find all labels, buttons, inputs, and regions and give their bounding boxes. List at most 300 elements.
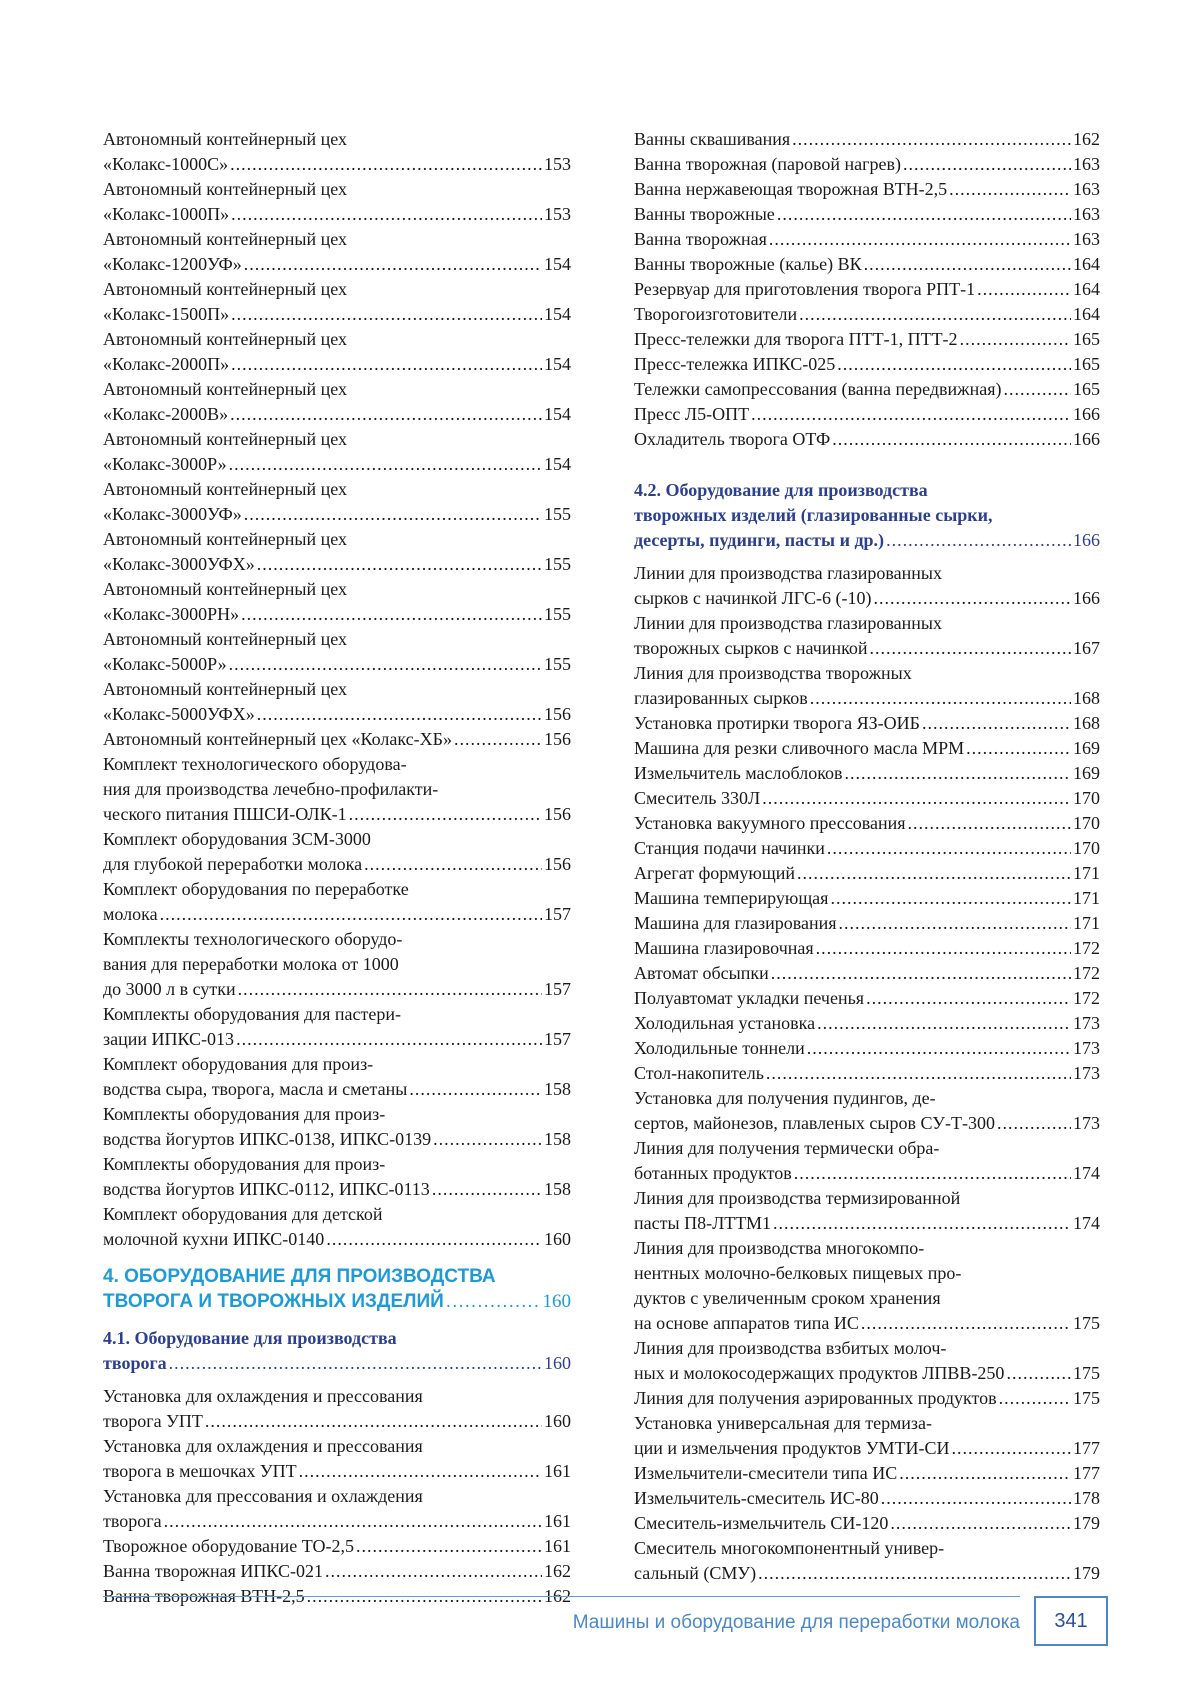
toc-entry — [103, 177, 571, 227]
toc-page-number: 175 — [1073, 1388, 1100, 1408]
toc-entry — [634, 761, 1100, 786]
dot-leader — [364, 852, 542, 877]
toc-entry — [103, 1559, 571, 1584]
toc-page-number: 160 — [544, 1411, 571, 1431]
toc-entry — [103, 527, 571, 577]
toc-entry — [634, 1386, 1100, 1411]
dot-leader — [870, 636, 1071, 661]
toc-page-number: 175 — [1073, 1363, 1100, 1383]
toc-entry — [634, 1536, 1100, 1586]
toc-entry — [103, 927, 571, 1002]
toc-entry-text: Автономный контейнерный цех — [103, 229, 348, 249]
toc-entry-text: для глубокой переработки молока — [103, 854, 363, 874]
dot-leader — [777, 202, 1071, 227]
dot-leader — [257, 552, 542, 577]
toc-entry-text: зации ИПКС-013 — [103, 1029, 235, 1049]
toc-entry — [634, 327, 1100, 352]
toc-entry — [103, 877, 571, 927]
toc-page-number: 173 — [1073, 1038, 1100, 1058]
toc-entry-text: сальный (СМУ) — [634, 1563, 757, 1583]
toc-entry-text: Установка для прессования и охлаждения — [103, 1486, 423, 1506]
toc-page-number: 160 — [544, 1229, 571, 1249]
dot-leader — [751, 402, 1071, 427]
toc-entry — [634, 1011, 1100, 1036]
dot-leader — [966, 736, 1071, 761]
toc-entry-text: Комплект оборудования для произ- — [103, 1054, 374, 1074]
toc-entry — [634, 1486, 1100, 1511]
footer-title: Машины и оборудование для переработки молока — [572, 1612, 1020, 1633]
toc-page-number: 168 — [1073, 713, 1100, 733]
toc-entry-text: Установка универсальная для термиза- — [634, 1413, 932, 1433]
toc-page-number: 175 — [1073, 1313, 1100, 1333]
toc-entry-text: Творожное оборудование ТО-2,5 — [103, 1536, 355, 1556]
toc-page-number: 161 — [544, 1511, 571, 1531]
dot-leader — [205, 1409, 542, 1434]
toc-entry-text: Смеситель-измельчитель СИ-120 — [634, 1513, 889, 1533]
dot-leader — [817, 1011, 1071, 1036]
toc-entry — [634, 786, 1100, 811]
toc-entry-text: вания для переработки молока от 1000 — [103, 954, 399, 974]
toc-page-number: 164 — [1073, 304, 1100, 324]
dot-leader — [771, 961, 1071, 986]
toc-entry — [103, 1534, 571, 1559]
toc-entry-text: «Колакс-5000УФХ» — [103, 704, 255, 724]
dot-leader — [997, 1111, 1071, 1136]
dot-leader — [244, 252, 542, 277]
toc-entry-text: Комплекты оборудования для произ- — [103, 1154, 386, 1174]
toc-entry-text: Комплект оборудования для детской — [103, 1204, 383, 1224]
dot-leader — [866, 986, 1071, 1011]
toc-entry-text: глазированных сырков — [634, 688, 808, 708]
dot-leader — [903, 152, 1071, 177]
toc-entry — [103, 1202, 571, 1252]
dot-leader — [454, 727, 542, 752]
toc-entry-text: на основе аппаратов типа ИС — [634, 1313, 859, 1333]
dot-leader — [169, 1351, 542, 1376]
toc-page-number: 177 — [1073, 1438, 1100, 1458]
toc-page-number: 167 — [1073, 638, 1100, 658]
toc-entry-text: Машина глазировочная — [634, 938, 814, 958]
toc-entry-text: Комплект оборудования ЗСМ-3000 — [103, 829, 371, 849]
toc-entry — [634, 427, 1100, 452]
toc-entry-text: Автономный контейнерный цех — [103, 279, 348, 299]
toc-entry-text: молочной кухни ИПКС-0140 — [103, 1229, 325, 1249]
toc-entry — [634, 736, 1100, 761]
dot-leader — [899, 1461, 1071, 1486]
toc-entry — [103, 677, 571, 727]
toc-page-number: 166 — [1073, 530, 1100, 550]
toc-entry — [634, 1511, 1100, 1536]
toc-entry-text: Автомат обсыпки — [634, 963, 769, 983]
toc-page-number: 169 — [1073, 763, 1100, 783]
toc-entry-text: Машина темперирующая — [634, 888, 829, 908]
dot-leader — [231, 302, 542, 327]
toc-page-number: 174 — [1073, 1163, 1100, 1183]
toc-page-number: 173 — [1073, 1063, 1100, 1083]
toc-entry-text: сырков с начинкой ЛГС-6 (-10) — [634, 588, 872, 608]
toc-entry — [634, 861, 1100, 886]
toc-entry — [634, 936, 1100, 961]
toc-entry-text: Автономный контейнерный цех — [103, 179, 348, 199]
toc-page-number: 162 — [544, 1561, 571, 1581]
toc-page-number: 170 — [1073, 788, 1100, 808]
toc-page-number: 172 — [1073, 938, 1100, 958]
dot-leader — [827, 836, 1071, 861]
toc-entry-text: Автономный контейнерный цех — [103, 329, 348, 349]
toc-entry — [634, 561, 1100, 611]
toc-entry-text: 4.2. Оборудование для производства — [634, 480, 928, 500]
toc-entry-text: творожных сырков с начинкой — [634, 638, 868, 658]
toc-page-number: 179 — [1073, 1563, 1100, 1583]
toc-entry — [103, 1002, 571, 1052]
toc-page-number: 155 — [544, 654, 571, 674]
toc-page-number: 153 — [544, 204, 571, 224]
toc-entry-text: Измельчители-смесители типа ИС — [634, 1463, 898, 1483]
toc-entry-text: Измельчитель-смеситель ИС-80 — [634, 1488, 879, 1508]
dot-leader — [861, 1311, 1071, 1336]
dot-leader — [1006, 1361, 1071, 1386]
dot-leader — [160, 902, 542, 927]
toc-left-column — [103, 127, 571, 1609]
toc-entry-text: ния для производства лечебно-профилакти- — [103, 779, 439, 799]
dot-leader — [349, 802, 542, 827]
toc-entry-text: 4.1. Оборудование для производства — [103, 1328, 397, 1348]
toc-right-column — [634, 127, 1100, 1586]
toc-page-number: 156 — [544, 804, 571, 824]
dot-leader — [807, 1036, 1071, 1061]
dot-leader — [792, 127, 1071, 152]
dot-leader — [977, 277, 1071, 302]
toc-entry-text: Автономный контейнерный цех — [103, 529, 348, 549]
toc-page-number: 163 — [1073, 154, 1100, 174]
dot-leader — [236, 1027, 542, 1052]
toc-page-number: 162 — [1073, 129, 1100, 149]
toc-entry-text: Смеситель многокомпонентный универ- — [634, 1538, 945, 1558]
toc-entry-text: Измельчитель маслоблоков — [634, 763, 843, 783]
dot-leader — [839, 911, 1071, 936]
toc-entry — [634, 1336, 1100, 1386]
toc-page-number: 153 — [544, 154, 571, 174]
toc-entry-text: Автономный контейнерный цех «Колакс-ХБ» — [103, 729, 452, 749]
dot-leader — [769, 227, 1071, 252]
toc-entry-text: творога — [103, 1511, 162, 1531]
toc-page-number: 172 — [1073, 963, 1100, 983]
dot-leader — [886, 528, 1071, 553]
toc-entry-text: Установка для получения пудингов, де- — [634, 1088, 936, 1108]
toc-page-number: 154 — [544, 254, 571, 274]
toc-entry — [103, 1484, 571, 1534]
toc-entry-text: Линия для производства многокомпо- — [634, 1238, 925, 1258]
toc-entry-text: Ванна творожная ВТН-2,5 — [103, 1586, 305, 1606]
toc-entry-text: «Колакс-3000УФ» — [103, 504, 242, 524]
toc-entry-text: «Колакс-5000Р» — [103, 654, 227, 674]
toc-page-number: 154 — [544, 404, 571, 424]
toc-entry — [103, 752, 571, 827]
toc-entry-text: Линии для производства глазированных — [634, 613, 942, 633]
toc-page-number: 157 — [544, 904, 571, 924]
toc-entry — [634, 1411, 1100, 1461]
toc-entry-text: ботанных продуктов — [634, 1163, 792, 1183]
toc-page-number: 161 — [544, 1461, 571, 1481]
toc-entry-text: творога УПТ — [103, 1411, 203, 1431]
toc-entry-text: 4. ОБОРУДОВАНИЕ ДЛЯ ПРОИЗВОДСТВА — [103, 1266, 496, 1287]
toc-entry-text: Комплект технологического оборудова- — [103, 754, 407, 774]
toc-page-number: 156 — [544, 854, 571, 874]
toc-page-number: 164 — [1073, 254, 1100, 274]
toc-entry — [103, 277, 571, 327]
dot-leader — [432, 1177, 542, 1202]
toc-page-number: 163 — [1073, 204, 1100, 224]
toc-entry — [103, 727, 571, 752]
toc-entry-text: Ванна нержавеющая творожная ВТН-2,5 — [634, 179, 948, 199]
toc-entry — [634, 986, 1100, 1011]
dot-leader — [881, 1486, 1071, 1511]
toc-page-number: 173 — [1073, 1013, 1100, 1033]
toc-entry-text: «Колакс-1500П» — [103, 304, 230, 324]
toc-entry-text: Комплекты технологического оборудо- — [103, 929, 403, 949]
toc-entry — [634, 811, 1100, 836]
dot-leader — [433, 1127, 542, 1152]
toc-page-number: 177 — [1073, 1463, 1100, 1483]
toc-entry-text: Тележки самопрессования (ванна передвижная) — [634, 379, 1002, 399]
toc-page-number: 174 — [1073, 1213, 1100, 1233]
toc-entry — [103, 627, 571, 677]
toc-page-number: 158 — [544, 1179, 571, 1199]
dot-leader — [816, 936, 1071, 961]
toc-page-number: 156 — [544, 729, 571, 749]
toc-entry-text: Машина для резки сливочного масла МРМ — [634, 738, 965, 758]
toc-entry-text: водства йогуртов ИПКС-0112, ИПКС-0113 — [103, 1179, 430, 1199]
toc-entry-text: Смеситель 330Л — [634, 788, 761, 808]
dot-leader — [794, 1161, 1071, 1186]
toc-page-number: 169 — [1073, 738, 1100, 758]
toc-page-number: 154 — [544, 454, 571, 474]
toc-entry — [634, 1236, 1100, 1336]
dot-leader — [230, 152, 542, 177]
toc-entry-text: «Колакс-3000РН» — [103, 604, 240, 624]
toc-entry-text: Стол-накопитель — [634, 1063, 764, 1083]
toc-page-number: 172 — [1073, 988, 1100, 1008]
toc-entry — [634, 911, 1100, 936]
toc-entry — [634, 886, 1100, 911]
toc-page-number: 158 — [544, 1129, 571, 1149]
dot-leader — [446, 1289, 541, 1314]
dot-leader — [164, 1509, 542, 1534]
toc-entry-text: пасты П8-ЛТТМ1 — [634, 1213, 772, 1233]
footer-divider — [103, 1596, 1020, 1597]
toc-entry — [634, 177, 1100, 202]
page-number: 341 — [1034, 1596, 1108, 1646]
dot-leader — [241, 602, 542, 627]
toc-entry — [634, 252, 1100, 277]
toc-entry-text: Автономный контейнерный цех — [103, 679, 348, 699]
toc-entry — [634, 1036, 1100, 1061]
toc-page-number: 158 — [544, 1079, 571, 1099]
toc-entry — [103, 427, 571, 477]
dot-leader — [325, 1559, 542, 1584]
toc-entry — [634, 611, 1100, 661]
toc-entry — [634, 961, 1100, 986]
toc-page-number: 155 — [544, 604, 571, 624]
toc-entry — [634, 277, 1100, 302]
toc-page-number: 155 — [544, 504, 571, 524]
dot-leader — [830, 886, 1071, 911]
toc-page-number: 170 — [1073, 838, 1100, 858]
toc-page-number: 171 — [1073, 913, 1100, 933]
dot-leader — [810, 686, 1071, 711]
toc-entry — [634, 227, 1100, 252]
toc-entry-text: Агрегат формующий — [634, 863, 795, 883]
toc-page-number: 170 — [1073, 813, 1100, 833]
toc-entry-text: «Колакс-1200УФ» — [103, 254, 242, 274]
toc-entry-text: Ванна творожная ИПКС-021 — [103, 1561, 323, 1581]
dot-leader — [797, 861, 1071, 886]
dot-leader — [908, 811, 1071, 836]
toc-entry — [634, 127, 1100, 152]
toc-entry-text: Холодильная установка — [634, 1013, 816, 1033]
toc-entry-text: Линии для производства глазированных — [634, 563, 942, 583]
toc-page-number: 157 — [544, 979, 571, 999]
toc-entry — [103, 1052, 571, 1102]
toc-page-number: 166 — [1073, 404, 1100, 424]
toc-entry — [634, 152, 1100, 177]
toc-page-number: 161 — [544, 1536, 571, 1556]
dot-leader — [773, 1211, 1071, 1236]
dot-leader — [999, 1386, 1071, 1411]
dot-leader — [238, 977, 542, 1002]
toc-entry-text: сертов, майонезов, плавленых сыров СУ-Т-300 — [634, 1113, 995, 1133]
toc-entry-text: Установка для охлаждения и прессования — [103, 1386, 423, 1406]
toc-page-number: 173 — [1073, 1113, 1100, 1133]
toc-entry-text: Линия для получения термически обра- — [634, 1138, 940, 1158]
toc-entry — [103, 1384, 571, 1434]
toc-entry — [634, 302, 1100, 327]
dot-leader — [356, 1534, 542, 1559]
toc-page-number: 157 — [544, 1029, 571, 1049]
dot-leader — [229, 452, 542, 477]
toc-page-number: 156 — [544, 704, 571, 724]
toc-entry — [634, 1061, 1100, 1086]
toc-subsection-heading — [634, 478, 1100, 553]
toc-entry — [634, 711, 1100, 736]
toc-entry-text: творога — [103, 1353, 167, 1373]
toc-entry-text: Комплекты оборудования для произ- — [103, 1104, 386, 1124]
toc-entry — [103, 127, 571, 177]
toc-page-number: 171 — [1073, 863, 1100, 883]
toc-entry-text: десерты, пудинги, пасты и др.) — [634, 530, 885, 550]
toc-entry — [634, 352, 1100, 377]
toc-page-number: 154 — [544, 304, 571, 324]
toc-entry-text: творожных изделий (глазированные сырки, — [634, 505, 993, 525]
toc-entry-text: Пресс Л5-ОПТ — [634, 404, 750, 424]
toc-entry-text: «Колакс-3000УФХ» — [103, 554, 255, 574]
toc-entry-text: Автономный контейнерный цех — [103, 129, 348, 149]
toc-entry-text: Ванна творожная — [634, 229, 767, 249]
toc-page-number: 163 — [1073, 229, 1100, 249]
toc-entry — [103, 577, 571, 627]
toc-page-number: 168 — [1073, 688, 1100, 708]
toc-page-number: 165 — [1073, 379, 1100, 399]
toc-entry-text: дуктов с увеличенным сроком хранения — [634, 1288, 941, 1308]
toc-entry — [634, 402, 1100, 427]
toc-entry-text: Ванны сквашивания — [634, 129, 791, 149]
dot-leader — [890, 1511, 1071, 1536]
toc-entry-text: Охладитель творога ОТФ — [634, 429, 831, 449]
toc-entry — [103, 1102, 571, 1152]
toc-entry-text: Машина для глазирования — [634, 913, 837, 933]
toc-entry — [634, 661, 1100, 711]
dot-leader — [230, 402, 542, 427]
dot-leader — [864, 252, 1071, 277]
toc-entry-text: Линия для получения аэрированных продуктов — [634, 1388, 997, 1408]
toc-entry-text: ции и измельчения продуктов УМТИ-СИ — [634, 1438, 950, 1458]
toc-entry — [634, 1186, 1100, 1236]
dot-leader — [326, 1227, 542, 1252]
toc-page-number: 166 — [1073, 429, 1100, 449]
toc-entry-text: «Колакс-1000П» — [103, 204, 230, 224]
toc-page-number: 160 — [544, 1353, 571, 1373]
toc-entry-text: молока — [103, 904, 158, 924]
toc-page-number: 163 — [1073, 179, 1100, 199]
dot-leader — [799, 302, 1071, 327]
toc-entry — [103, 1152, 571, 1202]
toc-entry-text: Творогоизготовители — [634, 304, 798, 324]
dot-leader — [231, 352, 542, 377]
toc-page-number: 165 — [1073, 329, 1100, 349]
toc-entry-text: Холодильные тоннели — [634, 1038, 805, 1058]
toc-entry-text: ческого питания ПШСИ-ОЛК-1 — [103, 804, 347, 824]
dot-leader — [762, 786, 1071, 811]
dot-leader — [231, 202, 542, 227]
toc-entry-text: Линия для производства творожных — [634, 663, 912, 683]
dot-leader — [832, 427, 1071, 452]
dot-leader — [758, 1561, 1071, 1586]
toc-entry-text: Полуавтомат укладки печенья — [634, 988, 865, 1008]
dot-leader — [229, 652, 542, 677]
toc-entry-text: «Колакс-2000В» — [103, 404, 229, 424]
toc-entry-text: Резервуар для приготовления творога РПТ-1 — [634, 279, 976, 299]
toc-entry-text: ных и молокосодержащих продуктов ЛПВВ-250 — [634, 1363, 1005, 1383]
dot-leader — [922, 711, 1071, 736]
toc-entry-text: Линия для производства термизированной — [634, 1188, 961, 1208]
toc-entry-text: Комплект оборудования по переработке — [103, 879, 409, 899]
toc-entry-text: Установка протирки творога ЯЗ-ОИБ — [634, 713, 920, 733]
toc-entry-text: Автономный контейнерный цех — [103, 629, 348, 649]
toc-entry — [634, 1461, 1100, 1486]
toc-entry — [103, 1434, 571, 1484]
toc-entry-text: Станция подачи начинки — [634, 838, 825, 858]
toc-page-number: 160 — [542, 1291, 571, 1312]
toc-entry-text: Автономный контейнерный цех — [103, 379, 348, 399]
toc-entry-text: Комплекты оборудования для пастери- — [103, 1004, 401, 1024]
toc-entry-text: ТВОРОГА И ТВОРОЖНЫХ ИЗДЕЛИЙ — [103, 1291, 444, 1312]
toc-page-number: 166 — [1073, 588, 1100, 608]
toc-entry-text: Установка для охлаждения и прессования — [103, 1436, 423, 1456]
toc-entry-text: нентных молочно-белковых пищевых про- — [634, 1263, 962, 1283]
toc-entry — [103, 827, 571, 877]
toc-entry-text: Пресс-тележки для творога ПТТ-1, ПТТ-2 — [634, 329, 958, 349]
toc-entry — [103, 377, 571, 427]
toc-page-number: 171 — [1073, 888, 1100, 908]
toc-entry-text: Ванна творожная (паровой нагрев) — [634, 154, 901, 174]
dot-leader — [949, 177, 1071, 202]
dot-leader — [257, 702, 542, 727]
dot-leader — [299, 1459, 542, 1484]
dot-leader — [951, 1436, 1071, 1461]
toc-entry — [634, 1086, 1100, 1136]
toc-entry — [103, 477, 571, 527]
toc-entry — [634, 1136, 1100, 1186]
